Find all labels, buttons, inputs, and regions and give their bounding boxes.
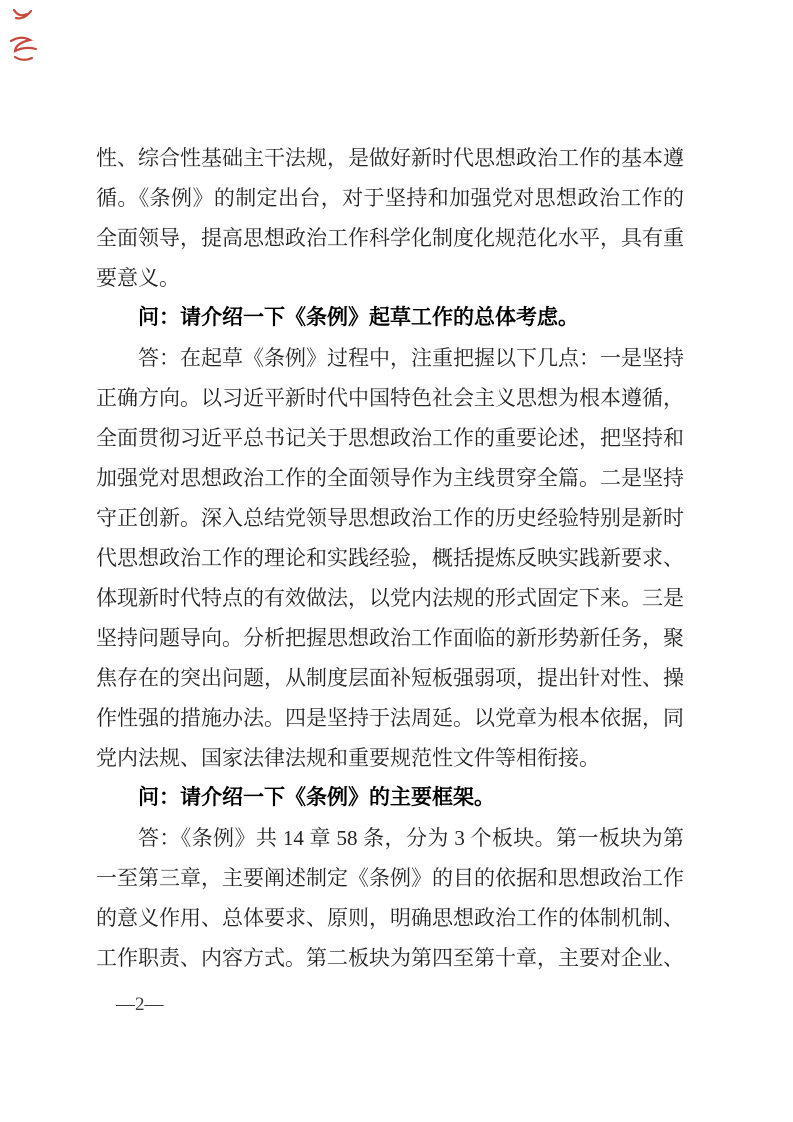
red-annotation-marks-icon	[5, 3, 45, 67]
document-body	[96, 138, 684, 978]
page-number: —2—	[116, 994, 164, 1015]
question-heading-main-framework: 问：请介绍一下《条例》的主要框架。	[138, 786, 495, 809]
question-heading-drafting-considerations: 问：请介绍一下《条例》起草工作的总体考虑。	[138, 306, 579, 329]
answer-paragraph-main-framework: 答：《条例》共 14 章 58 条，分为 3 个板块。第一板块为第一至第三章，主要阐述制定《条例》的目的依据和思想政治工作的意义作用、总体要求、原则，明确思想政治工作的体制机制、工作职责、内容方式。第二板块为第四至第十章，主要对企业、	[96, 826, 684, 970]
answer-paragraph-drafting-considerations: 答：在起草《条例》过程中，注重把握以下几点：一是坚持正确方向。以习近平新时代中国特色社会主义思想为根本遵循，全面贯彻习近平总书记关于思想政治工作的重要论述，把坚持和加强党对思想政治工作的全面领导作为主线贯穿全篇。二是坚持守正创新。深入总结党领导思想政治工作的历史经验特别是新时代思想政治工作的理论和实践经验，概括提炼反映实践新要求、体现新时代特点的有效做法，以党内法规的形式固定下来。三是坚持问题导向。分析把握思想政治工作面临的新形势新任务，聚焦存在的突出问题，从制度层面补短板强弱项，提出针对性、操作性强的措施办法。四是坚持于法周延。以党章为根本依据，同党内法规、国家法律法规和重要规范性文件等相衔接。	[96, 346, 684, 770]
paragraph-continuation: 性、综合性基础主干法规，是做好新时代思想政治工作的基本遵循。《条例》的制定出台，对于坚持和加强党对思想政治工作的全面领导，提高思想政治工作科学化制度化规范化水平，具有重要意义。	[96, 146, 684, 290]
